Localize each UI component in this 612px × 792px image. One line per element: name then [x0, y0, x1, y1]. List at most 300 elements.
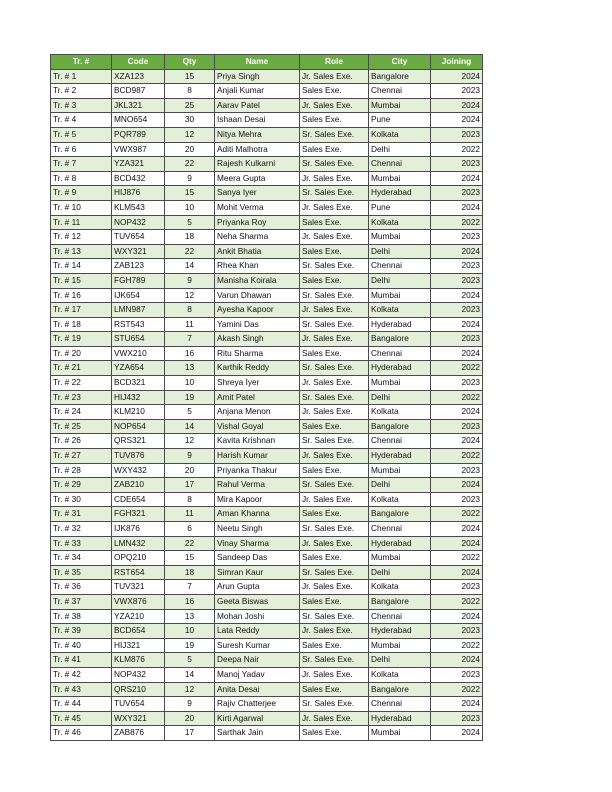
cell-city: Hyderabad	[369, 317, 431, 332]
cell-city: Chennai	[369, 609, 431, 624]
cell-qty: 11	[165, 317, 215, 332]
cell-role: Sales Exe.	[300, 507, 369, 522]
table-body	[51, 69, 483, 740]
cell-qty: 19	[165, 390, 215, 405]
cell-joining: 2023	[431, 580, 483, 595]
cell-qty: 17	[165, 726, 215, 741]
cell-qty: 20	[165, 142, 215, 157]
cell-name: Ritu Sharma	[215, 346, 300, 361]
cell-code: XZA123	[112, 69, 165, 84]
cell-joining: 2023	[431, 624, 483, 639]
cell-name: Kirti Agarwal	[215, 711, 300, 726]
cell-code: MNO654	[112, 113, 165, 128]
cell-code: YZA321	[112, 157, 165, 172]
cell-joining: 2022	[431, 551, 483, 566]
cell-city: Kolkata	[369, 667, 431, 682]
cell-trn: Tr. # 32	[51, 522, 112, 537]
cell-city: Hyderabad	[369, 711, 431, 726]
cell-joining: 2023	[431, 303, 483, 318]
cell-trn: Tr. # 31	[51, 507, 112, 522]
cell-trn: Tr. # 43	[51, 682, 112, 697]
header-cell-code: Code	[112, 55, 165, 70]
cell-joining: 2023	[431, 127, 483, 142]
cell-qty: 7	[165, 580, 215, 595]
cell-trn: Tr. # 6	[51, 142, 112, 157]
cell-name: Neetu Singh	[215, 522, 300, 537]
cell-code: QRS210	[112, 682, 165, 697]
cell-name: Nitya Mehra	[215, 127, 300, 142]
cell-trn: Tr. # 37	[51, 594, 112, 609]
cell-city: Delhi	[369, 390, 431, 405]
table-row	[51, 142, 483, 157]
cell-code: ZAB210	[112, 478, 165, 493]
cell-trn: Tr. # 26	[51, 434, 112, 449]
cell-trn: Tr. # 19	[51, 332, 112, 347]
cell-role: Sr. Sales Exe.	[300, 522, 369, 537]
cell-code: KLM210	[112, 405, 165, 420]
cell-code: WXY432	[112, 463, 165, 478]
cell-code: TUV654	[112, 230, 165, 245]
table-row	[51, 171, 483, 186]
cell-code: LMN987	[112, 303, 165, 318]
cell-city: Chennai	[369, 259, 431, 274]
cell-trn: Tr. # 11	[51, 215, 112, 230]
header-cell-joining: Joining	[431, 55, 483, 70]
cell-joining: 2024	[431, 69, 483, 84]
cell-city: Kolkata	[369, 492, 431, 507]
cell-name: Priyanka Roy	[215, 215, 300, 230]
cell-role: Sr. Sales Exe.	[300, 653, 369, 668]
cell-city: Bangalore	[369, 594, 431, 609]
cell-qty: 22	[165, 157, 215, 172]
cell-code: QRS321	[112, 434, 165, 449]
cell-qty: 12	[165, 682, 215, 697]
cell-role: Sales Exe.	[300, 346, 369, 361]
cell-qty: 16	[165, 594, 215, 609]
cell-name: Akash Singh	[215, 332, 300, 347]
cell-name: Priyanka Thakur	[215, 463, 300, 478]
table-row	[51, 303, 483, 318]
cell-trn: Tr. # 34	[51, 551, 112, 566]
cell-joining: 2024	[431, 434, 483, 449]
cell-role: Jr. Sales Exe.	[300, 711, 369, 726]
table-row	[51, 711, 483, 726]
header-cell-trn: Tr. #	[51, 55, 112, 70]
cell-role: Sales Exe.	[300, 463, 369, 478]
table-row	[51, 653, 483, 668]
cell-joining: 2023	[431, 419, 483, 434]
cell-qty: 13	[165, 361, 215, 376]
cell-code: STU654	[112, 332, 165, 347]
cell-name: Manisha Koirala	[215, 273, 300, 288]
table-row	[51, 390, 483, 405]
cell-qty: 10	[165, 624, 215, 639]
cell-name: Arun Gupta	[215, 580, 300, 595]
cell-joining: 2024	[431, 478, 483, 493]
cell-trn: Tr. # 45	[51, 711, 112, 726]
cell-joining: 2024	[431, 522, 483, 537]
cell-qty: 6	[165, 522, 215, 537]
cell-name: Karthik Reddy	[215, 361, 300, 376]
table-row	[51, 127, 483, 142]
cell-role: Sr. Sales Exe.	[300, 127, 369, 142]
cell-name: Rahul Verma	[215, 478, 300, 493]
cell-role: Jr. Sales Exe.	[300, 98, 369, 113]
cell-joining: 2023	[431, 84, 483, 99]
cell-trn: Tr. # 7	[51, 157, 112, 172]
cell-role: Jr. Sales Exe.	[300, 449, 369, 464]
cell-qty: 19	[165, 638, 215, 653]
cell-joining: 2023	[431, 259, 483, 274]
cell-code: CDE654	[112, 492, 165, 507]
cell-code: YZA210	[112, 609, 165, 624]
cell-city: Mumbai	[369, 230, 431, 245]
cell-name: Ayesha Kapoor	[215, 303, 300, 318]
cell-qty: 22	[165, 244, 215, 259]
cell-city: Mumbai	[369, 726, 431, 741]
cell-city: Delhi	[369, 142, 431, 157]
cell-name: Anjali Kumar	[215, 84, 300, 99]
cell-city: Kolkata	[369, 405, 431, 420]
cell-joining: 2022	[431, 142, 483, 157]
table-row	[51, 507, 483, 522]
cell-qty: 9	[165, 697, 215, 712]
cell-joining: 2024	[431, 609, 483, 624]
cell-code: KLM876	[112, 653, 165, 668]
cell-qty: 10	[165, 200, 215, 215]
cell-joining: 2024	[431, 113, 483, 128]
cell-qty: 18	[165, 565, 215, 580]
cell-trn: Tr. # 15	[51, 273, 112, 288]
cell-role: Jr. Sales Exe.	[300, 376, 369, 391]
cell-name: Deepa Nair	[215, 653, 300, 668]
cell-code: TUV876	[112, 449, 165, 464]
cell-city: Chennai	[369, 157, 431, 172]
cell-code: BCD432	[112, 171, 165, 186]
cell-code: VWX876	[112, 594, 165, 609]
cell-name: Mira Kapoor	[215, 492, 300, 507]
cell-role: Jr. Sales Exe.	[300, 624, 369, 639]
cell-joining: 2023	[431, 332, 483, 347]
cell-trn: Tr. # 28	[51, 463, 112, 478]
cell-role: Jr. Sales Exe.	[300, 536, 369, 551]
cell-name: Vishal Goyal	[215, 419, 300, 434]
cell-role: Jr. Sales Exe.	[300, 303, 369, 318]
cell-trn: Tr. # 44	[51, 697, 112, 712]
cell-role: Sr. Sales Exe.	[300, 478, 369, 493]
cell-role: Sales Exe.	[300, 215, 369, 230]
cell-city: Pune	[369, 200, 431, 215]
cell-code: JKL321	[112, 98, 165, 113]
table-row	[51, 361, 483, 376]
cell-qty: 9	[165, 449, 215, 464]
cell-qty: 8	[165, 303, 215, 318]
cell-code: YZA654	[112, 361, 165, 376]
cell-name: Neha Sharma	[215, 230, 300, 245]
data-table	[50, 54, 483, 741]
cell-qty: 25	[165, 98, 215, 113]
cell-qty: 8	[165, 492, 215, 507]
cell-name: Rajesh Kulkarni	[215, 157, 300, 172]
cell-joining: 2024	[431, 565, 483, 580]
cell-qty: 16	[165, 346, 215, 361]
cell-city: Bangalore	[369, 682, 431, 697]
cell-joining: 2023	[431, 492, 483, 507]
cell-qty: 12	[165, 434, 215, 449]
cell-role: Sr. Sales Exe.	[300, 565, 369, 580]
cell-name: Aman Khanna	[215, 507, 300, 522]
cell-name: Mohan Joshi	[215, 609, 300, 624]
table-row	[51, 230, 483, 245]
cell-name: Sanya Iyer	[215, 186, 300, 201]
cell-city: Hyderabad	[369, 536, 431, 551]
header-cell-role: Role	[300, 55, 369, 70]
table-row	[51, 492, 483, 507]
cell-code: RST654	[112, 565, 165, 580]
cell-code: OPQ210	[112, 551, 165, 566]
cell-joining: 2023	[431, 711, 483, 726]
cell-trn: Tr. # 24	[51, 405, 112, 420]
table-row	[51, 317, 483, 332]
cell-name: Shreya Iyer	[215, 376, 300, 391]
cell-role: Jr. Sales Exe.	[300, 230, 369, 245]
cell-role: Jr. Sales Exe.	[300, 667, 369, 682]
cell-joining: 2022	[431, 682, 483, 697]
cell-role: Sales Exe.	[300, 682, 369, 697]
cell-code: NOP432	[112, 215, 165, 230]
cell-name: Geeta Biswas	[215, 594, 300, 609]
cell-code: ZAB876	[112, 726, 165, 741]
cell-joining: 2022	[431, 594, 483, 609]
table-row	[51, 273, 483, 288]
cell-name: Aditi Malhotra	[215, 142, 300, 157]
cell-trn: Tr. # 14	[51, 259, 112, 274]
cell-qty: 13	[165, 609, 215, 624]
cell-role: Sales Exe.	[300, 638, 369, 653]
table-row	[51, 113, 483, 128]
cell-joining: 2024	[431, 288, 483, 303]
cell-joining: 2024	[431, 536, 483, 551]
cell-role: Sr. Sales Exe.	[300, 317, 369, 332]
cell-trn: Tr. # 17	[51, 303, 112, 318]
cell-joining: 2024	[431, 200, 483, 215]
cell-joining: 2022	[431, 390, 483, 405]
cell-role: Sr. Sales Exe.	[300, 609, 369, 624]
header-cell-city: City	[369, 55, 431, 70]
cell-trn: Tr. # 4	[51, 113, 112, 128]
cell-qty: 17	[165, 478, 215, 493]
cell-qty: 18	[165, 230, 215, 245]
cell-trn: Tr. # 38	[51, 609, 112, 624]
table-row	[51, 638, 483, 653]
cell-role: Sr. Sales Exe.	[300, 157, 369, 172]
cell-qty: 15	[165, 69, 215, 84]
cell-name: Anita Desai	[215, 682, 300, 697]
cell-city: Hyderabad	[369, 624, 431, 639]
cell-qty: 10	[165, 376, 215, 391]
cell-trn: Tr. # 9	[51, 186, 112, 201]
cell-qty: 11	[165, 507, 215, 522]
cell-city: Chennai	[369, 84, 431, 99]
cell-joining: 2024	[431, 405, 483, 420]
cell-qty: 12	[165, 127, 215, 142]
cell-code: LMN432	[112, 536, 165, 551]
cell-qty: 7	[165, 332, 215, 347]
cell-qty: 22	[165, 536, 215, 551]
cell-city: Delhi	[369, 653, 431, 668]
cell-trn: Tr. # 2	[51, 84, 112, 99]
table-row	[51, 200, 483, 215]
cell-code: RST543	[112, 317, 165, 332]
cell-joining: 2022	[431, 507, 483, 522]
table-row	[51, 259, 483, 274]
cell-trn: Tr. # 27	[51, 449, 112, 464]
cell-city: Kolkata	[369, 580, 431, 595]
cell-role: Sr. Sales Exe.	[300, 434, 369, 449]
cell-qty: 14	[165, 259, 215, 274]
cell-role: Jr. Sales Exe.	[300, 405, 369, 420]
table-row	[51, 288, 483, 303]
cell-qty: 12	[165, 288, 215, 303]
cell-code: FGH321	[112, 507, 165, 522]
cell-code: NOP432	[112, 667, 165, 682]
cell-city: Hyderabad	[369, 361, 431, 376]
cell-joining: 2022	[431, 215, 483, 230]
table-row	[51, 682, 483, 697]
cell-trn: Tr. # 5	[51, 127, 112, 142]
cell-code: TUV654	[112, 697, 165, 712]
cell-qty: 9	[165, 171, 215, 186]
cell-joining: 2023	[431, 186, 483, 201]
cell-city: Chennai	[369, 522, 431, 537]
cell-role: Jr. Sales Exe.	[300, 492, 369, 507]
cell-trn: Tr. # 18	[51, 317, 112, 332]
cell-trn: Tr. # 16	[51, 288, 112, 303]
cell-name: Amit Patel	[215, 390, 300, 405]
cell-joining: 2024	[431, 726, 483, 741]
cell-code: ZAB123	[112, 259, 165, 274]
cell-city: Hyderabad	[369, 449, 431, 464]
cell-city: Mumbai	[369, 288, 431, 303]
cell-code: FGH789	[112, 273, 165, 288]
cell-trn: Tr. # 20	[51, 346, 112, 361]
table-row	[51, 98, 483, 113]
cell-trn: Tr. # 35	[51, 565, 112, 580]
cell-city: Delhi	[369, 565, 431, 580]
cell-role: Sales Exe.	[300, 594, 369, 609]
cell-qty: 5	[165, 215, 215, 230]
cell-joining: 2024	[431, 697, 483, 712]
cell-city: Bangalore	[369, 332, 431, 347]
header-cell-name: Name	[215, 55, 300, 70]
table-row	[51, 84, 483, 99]
cell-name: Rhea Khan	[215, 259, 300, 274]
table-row	[51, 346, 483, 361]
cell-name: Meera Gupta	[215, 171, 300, 186]
table-row	[51, 726, 483, 741]
cell-code: BCD321	[112, 376, 165, 391]
cell-city: Bangalore	[369, 419, 431, 434]
table-row	[51, 215, 483, 230]
cell-name: Yamini Das	[215, 317, 300, 332]
cell-role: Sales Exe.	[300, 726, 369, 741]
table-row	[51, 376, 483, 391]
cell-joining: 2023	[431, 463, 483, 478]
cell-joining: 2023	[431, 376, 483, 391]
cell-role: Sales Exe.	[300, 244, 369, 259]
cell-trn: Tr. # 30	[51, 492, 112, 507]
cell-name: Sandeep Das	[215, 551, 300, 566]
cell-qty: 20	[165, 711, 215, 726]
cell-trn: Tr. # 33	[51, 536, 112, 551]
cell-trn: Tr. # 40	[51, 638, 112, 653]
table-row	[51, 536, 483, 551]
cell-name: Harish Kumar	[215, 449, 300, 464]
cell-role: Sales Exe.	[300, 273, 369, 288]
table-row	[51, 69, 483, 84]
cell-trn: Tr. # 23	[51, 390, 112, 405]
cell-name: Lata Reddy	[215, 624, 300, 639]
cell-trn: Tr. # 29	[51, 478, 112, 493]
table-row	[51, 609, 483, 624]
cell-role: Sales Exe.	[300, 142, 369, 157]
cell-joining: 2023	[431, 273, 483, 288]
cell-role: Jr. Sales Exe.	[300, 69, 369, 84]
cell-trn: Tr. # 21	[51, 361, 112, 376]
cell-trn: Tr. # 13	[51, 244, 112, 259]
cell-city: Kolkata	[369, 127, 431, 142]
cell-name: Rajiv Chatterjee	[215, 697, 300, 712]
cell-code: WXY321	[112, 244, 165, 259]
cell-qty: 5	[165, 653, 215, 668]
cell-name: Sarthak Jain	[215, 726, 300, 741]
cell-code: WXY321	[112, 711, 165, 726]
cell-trn: Tr. # 22	[51, 376, 112, 391]
cell-city: Pune	[369, 113, 431, 128]
cell-trn: Tr. # 3	[51, 98, 112, 113]
cell-qty: 14	[165, 419, 215, 434]
cell-role: Sr. Sales Exe.	[300, 390, 369, 405]
cell-trn: Tr. # 1	[51, 69, 112, 84]
cell-role: Sales Exe.	[300, 84, 369, 99]
cell-city: Chennai	[369, 697, 431, 712]
cell-trn: Tr. # 8	[51, 171, 112, 186]
cell-city: Mumbai	[369, 551, 431, 566]
table-row	[51, 667, 483, 682]
cell-city: Delhi	[369, 478, 431, 493]
cell-code: IJK876	[112, 522, 165, 537]
cell-name: Ishaan Desai	[215, 113, 300, 128]
cell-name: Priya Singh	[215, 69, 300, 84]
cell-role: Sr. Sales Exe.	[300, 697, 369, 712]
table-row	[51, 405, 483, 420]
table-row	[51, 419, 483, 434]
cell-code: KLM543	[112, 200, 165, 215]
cell-name: Vinay Sharma	[215, 536, 300, 551]
cell-role: Sr. Sales Exe.	[300, 259, 369, 274]
cell-trn: Tr. # 25	[51, 419, 112, 434]
table-row	[51, 434, 483, 449]
cell-joining: 2023	[431, 230, 483, 245]
cell-name: Manoj Yadav	[215, 667, 300, 682]
table-row	[51, 244, 483, 259]
cell-code: BCD987	[112, 84, 165, 99]
cell-name: Varun Dhawan	[215, 288, 300, 303]
cell-role: Sr. Sales Exe.	[300, 361, 369, 376]
cell-code: NOP654	[112, 419, 165, 434]
cell-qty: 20	[165, 463, 215, 478]
cell-qty: 15	[165, 551, 215, 566]
